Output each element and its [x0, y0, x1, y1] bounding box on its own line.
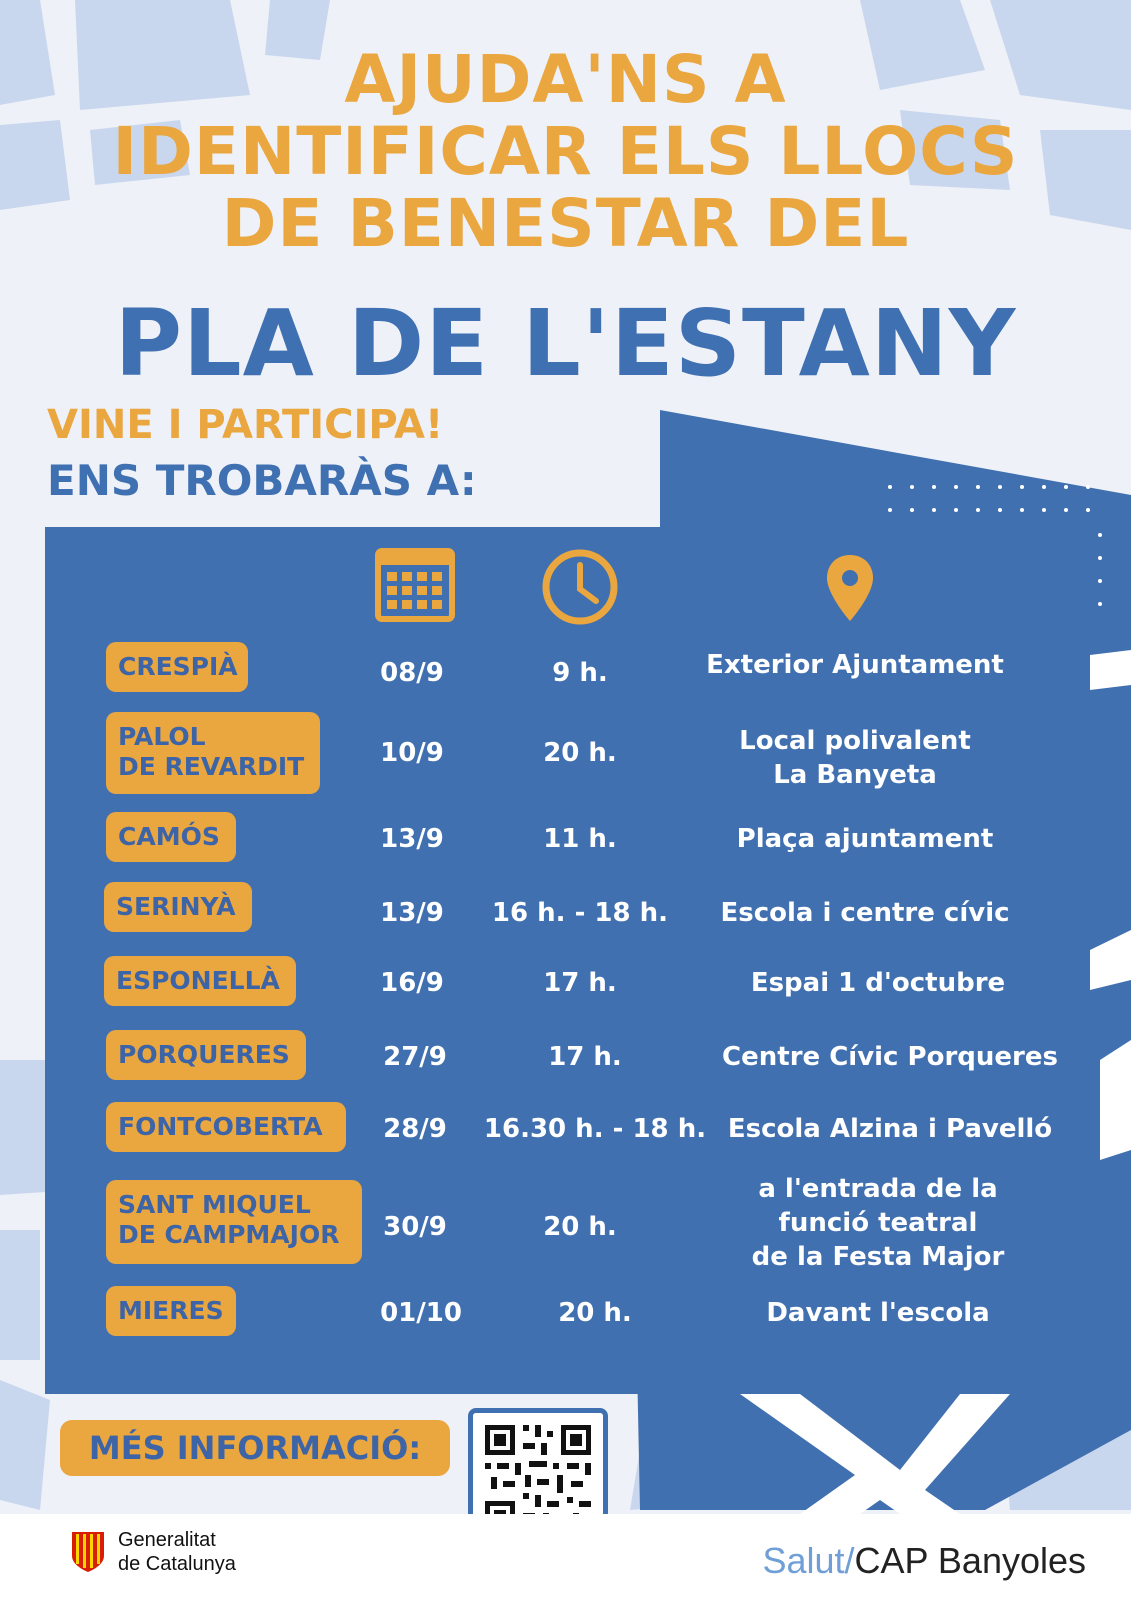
hour-cell: 17 h. — [548, 1042, 622, 1072]
date-cell: 27/9 — [383, 1042, 447, 1072]
location-pin-icon — [825, 553, 875, 623]
title-line-1: AJUDA'NS A — [344, 41, 787, 118]
generalitat-logo-icon — [70, 1530, 106, 1574]
date-cell: 16/9 — [380, 968, 444, 998]
place-cell: Espai 1 d'octubre — [750, 968, 1006, 998]
hour-cell: 20 h. — [543, 1212, 617, 1242]
place-cell: Davant l'escola — [766, 1298, 990, 1328]
cap-banyoles-logo: Salut/CAP Banyoles — [762, 1540, 1086, 1581]
date-cell: 28/9 — [383, 1114, 447, 1144]
calendar-icon — [375, 545, 455, 623]
hour-cell: 20 h. — [558, 1298, 632, 1328]
vine-participa-text: VINE I PARTICIPA! — [47, 402, 444, 448]
place-cell: Plaça ajuntament — [736, 824, 994, 854]
place-cell: Local polivalent La Banyeta — [739, 726, 971, 790]
date-cell: 13/9 — [380, 898, 444, 928]
town-tag: MIERES — [106, 1286, 236, 1336]
town-tag: FONTCOBERTA — [106, 1102, 346, 1152]
hour-cell: 16 h. - 18 h. — [491, 898, 669, 928]
hour-cell: 11 h. — [543, 824, 617, 854]
generalitat-text: Generalitat de Catalunya — [118, 1529, 236, 1575]
date-cell: 01/10 — [380, 1298, 462, 1328]
town-tag: SERINYÀ — [104, 882, 252, 932]
date-cell: 08/9 — [380, 658, 444, 688]
place-cell: Centre Cívic Porqueres — [722, 1042, 1058, 1072]
place-cell: Exterior Ajuntament — [706, 650, 1004, 680]
place-cell: a l'entrada de la funció teatral de la Festa Major — [751, 1174, 1005, 1272]
more-info-label: MÉS INFORMACIÓ: — [60, 1420, 450, 1476]
town-tag: SANT MIQUEL DE CAMPMAJOR — [106, 1180, 362, 1264]
hour-cell: 9 h. — [552, 658, 608, 688]
date-cell: 30/9 — [383, 1212, 447, 1242]
town-tag: PORQUERES — [106, 1030, 306, 1080]
date-cell: 13/9 — [380, 824, 444, 854]
hour-cell: 17 h. — [543, 968, 617, 998]
place-cell: Escola i centre cívic — [720, 898, 1010, 928]
title-line-2: IDENTIFICAR ELS LLOCS — [112, 113, 1019, 190]
town-tag: ESPONELLÀ — [104, 956, 296, 1006]
town-tag: CRESPIÀ — [106, 642, 248, 692]
town-tag: CAMÓS — [106, 812, 236, 862]
clock-icon — [540, 547, 620, 627]
hour-cell: 20 h. — [543, 738, 617, 768]
place-cell: Escola Alzina i Pavelló — [727, 1114, 1053, 1144]
hour-cell: 16.30 h. - 18 h. — [483, 1114, 707, 1144]
ens-trobaras-text: ENS TROBARÀS A: — [47, 456, 477, 505]
title-line-3: DE BENESTAR DEL — [221, 185, 910, 262]
date-cell: 10/9 — [380, 738, 444, 768]
town-tag: PALOL DE REVARDIT — [106, 712, 320, 794]
title-region: PLA DE L'ESTANY — [114, 290, 1017, 397]
